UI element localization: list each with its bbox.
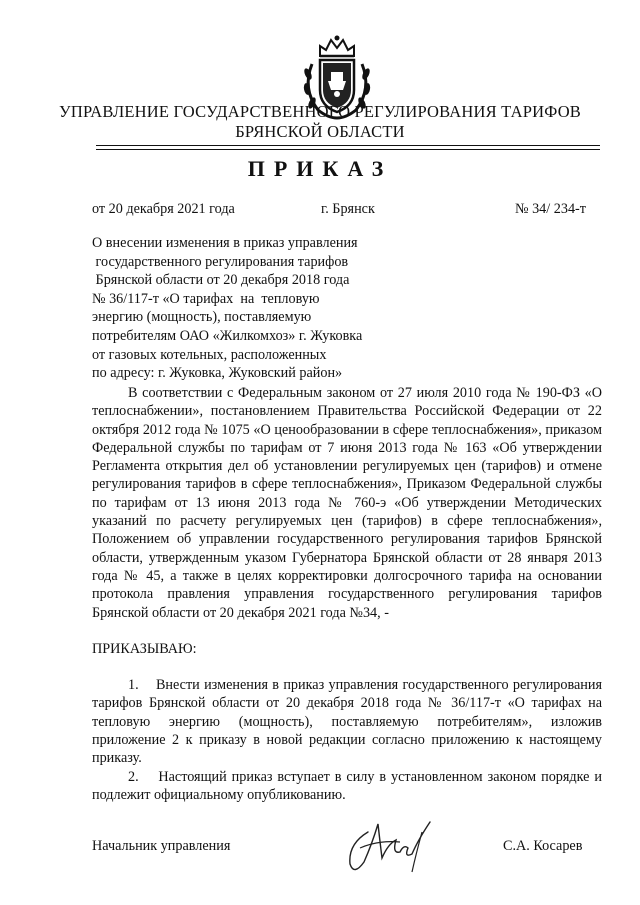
order-item-1: 1. Внести изменения в приказ управления государственного регулирования тарифов Брянской области от 20 декабря 2018 года № 36/117-т «О тарифах на тепловую энергию (мощность), поставляемую потребителям», изложив приложение 2 к приказу в новой редакции согласно приложению к настоящему приказу. (92, 677, 602, 767)
order-city: г. Брянск (321, 201, 375, 217)
order-subject (92, 234, 362, 383)
subject-line: от газовых котельных, расположенных (92, 346, 327, 363)
header-rule-thin (96, 149, 600, 150)
subject-line: О внесении изменения в приказ управления (92, 235, 358, 251)
preamble-paragraph: В соответствии с Федеральным законом от 27 июля 2010 года № 190-ФЗ «О теплоснабжении», постановлением Правительства Российской Федерации от 22 октября 2012 года № 1075 «О ценообразовании в сфере теплоснабжения», приказом Федеральной службы по тарифам от 7 июня 2013 года № 163 «Об утверждении Регламента открытия дел об установлении регулируемых цен (тарифов) и отмене регулирования тарифов в сфере теплоснабжения», Приказом Федеральной службы по тарифам от 13 июня 2013 года № 760-э «Об утверждении Методических указаний по расчету регулируемых цен (тарифов) в сфере теплоснабжения», Положением об управлении государственного регулирования тарифов Брянской области, утвержденным указом Губернатора Брянской области от 28 января 2013 года № 45, а также в целях корректировки долгосрочного тарифа на основании протокола правления управления государственного регулирования тарифов Брянской области от 20 декабря 2021 года №34, - (92, 385, 602, 621)
order-date: от 20 декабря 2021 года (92, 201, 235, 217)
subject-line: Брянской области от 20 декабря 2018 года (92, 272, 350, 289)
agency-name-line2: БРЯНСКОЙ ОБЛАСТИ (235, 122, 405, 141)
order-number: № 34/ 234-т (515, 201, 586, 217)
subject-line: энергию (мощность), поставляемую (92, 309, 312, 326)
order-item-2: 2. Настоящий приказ вступает в силу в установленном законом порядке и подлежит официальному опубликованию. (92, 768, 602, 803)
subject-line: потребителям ОАО «Жилкомхоз» г. Жуковка (92, 327, 363, 344)
subject-line: государственного регулирования тарифов (92, 253, 349, 270)
order-body (92, 384, 602, 804)
agency-name-line1: УПРАВЛЕНИЕ ГОСУДАРСТВЕННОГО РЕГУЛИРОВАНИЯ ТАРИФОВ (58, 102, 582, 121)
subject-line: № 36/117-т «О тарифах на тепловую (92, 290, 320, 307)
order-word: ПРИКАЗЫВАЮ: (92, 640, 197, 657)
subject-line: по адресу: г. Жуковка, Жуковский район» (92, 365, 343, 382)
signature-icon (338, 814, 438, 876)
header-rule-thick (96, 145, 600, 146)
document-title: ПРИКАЗ (247, 156, 393, 181)
signatory-position: Начальник управления (92, 838, 231, 854)
signatory-name: С.А. Косарев (503, 838, 583, 854)
